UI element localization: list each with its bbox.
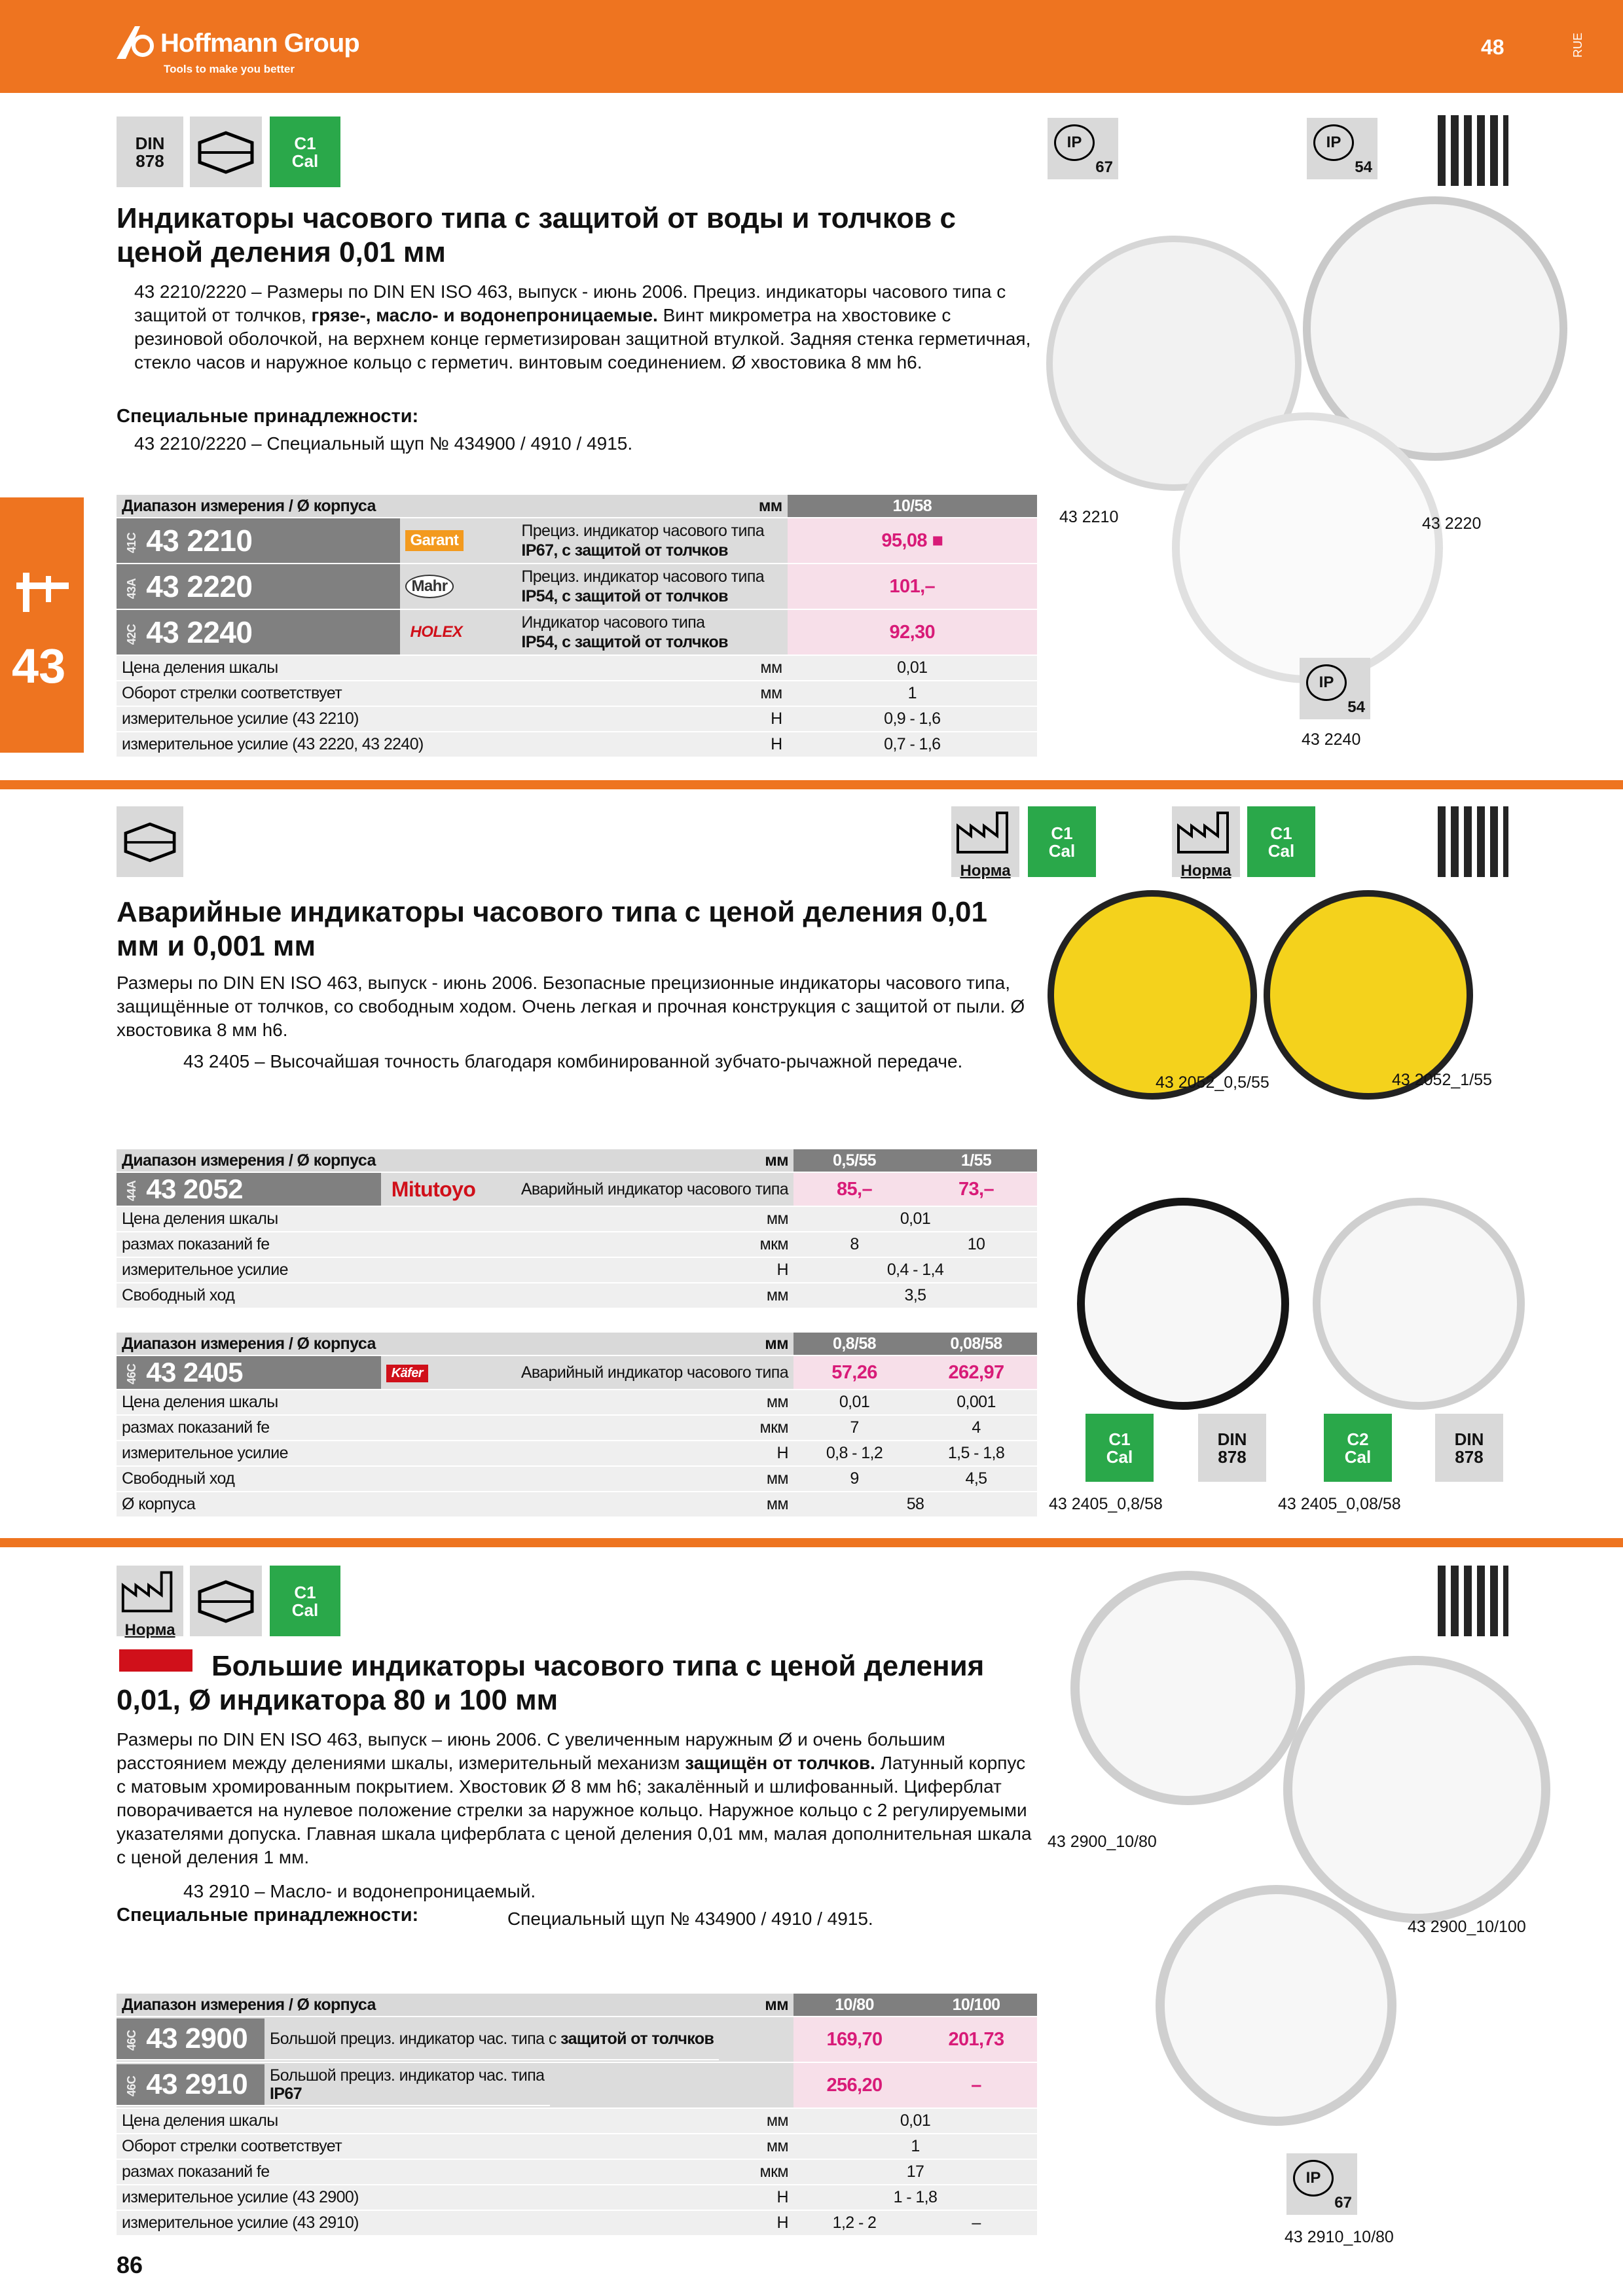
dial-indicator-image [1172,412,1443,683]
qr-code[interactable] [1438,115,1508,186]
calibration-badge: C1 Cal [1085,1414,1154,1482]
image-caption: 43 2052_1/55 [1392,1071,1492,1089]
price: 73,– [915,1172,1037,1206]
image-caption: 43 2052_0,5/55 [1156,1073,1269,1092]
language-code: RUE [1571,33,1584,58]
section-title: Большие индикаторы часового типа с ценой деления 0,01, Ø индикатора 80 и 100 мм [117,1650,985,1716]
calibration-badge: C1 Cal [270,117,340,187]
norm-factory-icon: Норма [1172,806,1240,877]
dial-indicator-image [1070,1571,1305,1805]
table-header: Диапазон измерения / Ø корпуса [117,495,400,518]
price: 256,20 [793,2062,915,2108]
dial-indicator-image [1048,890,1257,1100]
ip67-badge: IP 67 [1286,2153,1357,2215]
table-header: Диапазон измерения / Ø корпуса [117,1333,381,1355]
price: 57,26 [793,1355,915,1390]
price: 262,97 [915,1355,1037,1390]
hoffmann-logo-icon [117,26,156,59]
brand-name: Hoffmann Group [160,29,359,58]
page-top-number: 48 [1481,35,1504,59]
section-description: 43 2210/2220 – Размеры по DIN EN ISO 463, выпуск - июнь 2006. Прециз. индикаторы часового типа с защитой от толчков, грязе-, масло- и водонепроницаемые. Винт микрометра на хвостовике с резиновой оболочкой, на верхнем конце герметизирован защитной втулкой. Задняя стенка герметичная, стекло часов и наружное кольцо с герметич. винтовым соединением. Ø хвостовика 8 мм h6. [134,281,1031,372]
image-caption: 43 2900_10/80 [1048,1833,1157,1851]
image-caption: 43 2240 [1302,730,1361,749]
case-icon [117,806,183,877]
image-caption: 43 2405_0,8/58 [1049,1495,1163,1513]
section-description: Размеры по DIN EN ISO 463, выпуск – июнь 2006. С увеличенным наружным Ø и очень большим расстоянием между делениями шкалы, измерительный механизм защищён от толчков. Латунный корпус с матовым хромированным покрытием. Хвостовик Ø 8 мм h6; закалённый и шлифованный. Циферблат поворачивается на нулевое положение стрелки за наружное кольцо. Наружное кольцо с 2 регулируемыми указателями допуска. Главная шкала циферблата с ценой деления 0,01 мм, малая дополнительная шкала с ценой деления 1 мм. [117,1729,1032,1867]
price: 85,– [793,1172,915,1206]
image-caption: 43 2910_10/80 [1285,2228,1394,2246]
image-caption: 43 2220 [1422,514,1482,533]
qr-code[interactable] [1438,1566,1508,1636]
table-header: Диапазон измерения / Ø корпуса [117,1149,381,1172]
table-row[interactable]: 41C 43 2210 Garant Прециз. индикатор часового типа IP67, с защитой от толчков 95,08 ■ [117,518,1037,564]
dial-indicator-image [1283,1656,1550,1923]
brand-tagline: Tools to make you better [164,63,295,75]
calibration-badge: C1 Cal [1028,806,1096,877]
section-note: 43 2405 – Высочайшая точность благодаря комбинированной зубчато-рычажной передаче. [183,1051,963,1071]
price: 169,70 [793,2017,915,2062]
accessories-text: 43 2210/2220 – Специальный щуп № 434900 / 4910 / 4915. [134,433,633,454]
ip67-badge: IP 67 [1048,118,1118,179]
table-row[interactable]: 46C 43 2405 Käfer Аварийный индикатор часового типа 57,26 262,97 [117,1355,1037,1390]
calibration-badge: C2 Cal [1324,1414,1392,1482]
brand-logo: Garant [405,530,464,551]
section-divider [0,780,1623,789]
din-badge: DIN 878 [1435,1414,1503,1482]
image-caption: 43 2405_0,08/58 [1278,1495,1401,1513]
brand-logo: Käfer [386,1365,428,1382]
accessories-text: Специальный щуп № 434900 / 4910 / 4915. [507,1909,873,1929]
spec-table-2: Диапазон измерения / Ø корпуса мм 0,5/55 1/55 44A 43 2052 Mitutoyo Аварийный индикатор часового типа 85,– 73,– Цена деления шкалы мм 0,01 размах показаний fe мкм 8 10 измерительное усилие Н 0,4 - 1,4 Свободный ход мм 3,5 [117,1149,1037,1309]
spec-table-3: Диапазон измерения / Ø корпуса мм 0,8/58 0,08/58 46C 43 2405 Käfer Аварийный индикатор часового типа 57,26 262,97 Цена деления шкалы мм 0,01 0,001 размах показаний fe мкм 7 4 измерительное усилие Н 0,8 - 1,2 1,5 - 1,8 Свободный ход мм 9 4,5 Ø корпуса мм 58 [117,1333,1037,1518]
table-row[interactable]: 43A 43 2220 Mahr Прециз. индикатор часового типа IP54, с защитой от толчков 101,– [117,564,1037,609]
dial-indicator-image [1264,890,1473,1100]
calibration-badge: C1 Cal [270,1566,340,1636]
brand-logo: Mahr [405,575,454,598]
ip54-badge: IP 54 [1300,658,1370,719]
caliper-icon [13,569,72,615]
spec-table-1: Диапазон измерения / Ø корпуса мм 10/58 41C 43 2210 Garant Прециз. индикатор часового типа IP67, с защитой от толчков 95,08 ■ 43A 43 2220 Mahr Прециз. индикатор часового типа IP54, с защитой от толчков 101,– 42C 43 2240 HOLEX Индикатор часового типа IP54, с защитой от толчков 92,30 Цена деления шкалы мм 0,01 Оборот стрелки соответствует мм 1 измерительное усилие (43 2210) Н 0,9 - 1,6 измерительное усилие (43 2220, 43 2240) Н 0,7 - 1,6 [117,495,1037,758]
section-divider [0,1538,1623,1547]
case-icon [190,117,262,187]
section-description: Размеры по DIN EN ISO 463, выпуск - июнь 2006. Безопасные прецизионные индикаторы часового типа, защищённые от толчков, со свободным ходом. Очень легкая и прочная конструкция с защитой от пыли. Ø хвостовика 8 мм h6. [117,973,1025,1040]
accessories-title: Специальные принадлежности: [117,1905,419,1926]
dial-indicator-image [1313,1198,1525,1410]
table-header: Диапазон измерения / Ø корпуса [117,1994,744,2017]
din-badge: DIN 878 [117,117,183,187]
image-caption: 43 2900_10/100 [1408,1918,1526,1936]
page-number: 86 [117,2251,143,2278]
price: 92,30 [788,609,1037,655]
section-note: 43 2910 – Масло- и водонепроницаемый. [183,1881,536,1901]
section-title: Аварийные индикаторы часового типа с ценой деления 0,01 мм и 0,001 мм [117,896,987,962]
table-row[interactable]: 46C 43 2900 Большой прециз. индикатор час. типа с защитой от толчков 169,70 201,73 [117,2017,1037,2062]
table-row[interactable]: 42C 43 2240 HOLEX Индикатор часового типа IP54, с защитой от толчков 92,30 [117,609,1037,655]
chapter-number: 43 [12,639,66,693]
ip54-badge: IP 54 [1307,118,1377,179]
accessories-title: Специальные принадлежности: [117,406,419,427]
price: 201,73 [915,2017,1037,2062]
image-caption: 43 2210 [1059,508,1119,526]
price: 101,– [788,564,1037,609]
section-title: Индикаторы часового типа с защитой от воды и толчков с ценой деления 0,01 мм [117,202,956,268]
table-row[interactable]: 44A 43 2052 Mitutoyo Аварийный индикатор часового типа 85,– 73,– [117,1172,1037,1206]
calibration-badge: C1 Cal [1247,806,1315,877]
dial-indicator-image [1077,1198,1289,1410]
brand-logo: Mitutoyo [391,1177,476,1201]
din-badge: DIN 878 [1198,1414,1266,1482]
brand-logo: HOLEX [410,623,463,641]
case-icon [190,1566,262,1636]
price: 95,08 ■ [788,518,1037,564]
dial-indicator-image [1156,1885,1396,2126]
chapter-tab [0,497,84,753]
table-row[interactable]: 46C 43 2910 Большой прециз. индикатор час. типа IP67 256,20 – [117,2062,1037,2108]
norm-factory-icon: Норма [951,806,1019,877]
spec-table-4: Диапазон измерения / Ø корпуса мм 10/80 10/100 46C 43 2900 Большой прециз. индикатор час. типа с защитой от толчков 169,70 201,73 46C 43 2910 Большой прециз. индикатор час. типа IP67 256,20 – Цена деления шкалы мм 0,01 Оборот стрелки соответствует мм 1 размах показаний fe мкм 17 измерительное усилие (43 2900) Н 1 - 1,8 измерительное усилие (43 2910) Н 1,2 - 2 – [117,1994,1037,2236]
norm-factory-icon: Норма [117,1566,183,1636]
price: – [915,2062,1037,2108]
qr-code[interactable] [1438,806,1508,877]
